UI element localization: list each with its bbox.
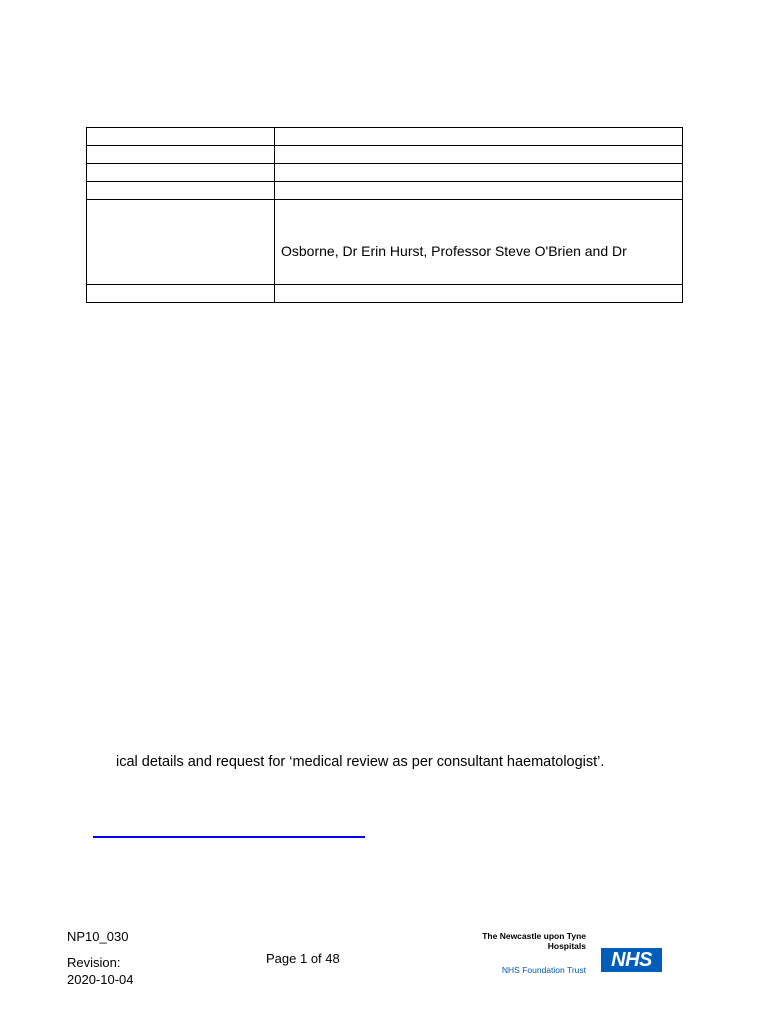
row-value <box>275 146 683 164</box>
revision-date: 2020-10-04 <box>67 972 134 987</box>
row-label <box>87 146 275 164</box>
page-number: Page 1 of 48 <box>266 951 340 966</box>
trust-name-line2: Hospitals <box>547 941 586 951</box>
table-row <box>87 164 683 182</box>
row-value <box>275 285 683 303</box>
trust-name-line1: The Newcastle upon Tyne <box>482 931 586 941</box>
table-row <box>87 285 683 303</box>
document-control-table <box>86 127 683 303</box>
row-label <box>87 285 275 303</box>
row-value <box>275 164 683 182</box>
body-text-line: ical details and request for ‘medical review as per consultant haematologist’. <box>116 754 605 770</box>
row-value <box>275 182 683 200</box>
trust-subtitle: NHS Foundation Trust <box>501 965 586 975</box>
row-label <box>87 128 275 146</box>
document-code: NP10_030 <box>67 929 129 944</box>
table-row <box>87 146 683 164</box>
table-row <box>87 182 683 200</box>
table-row <box>87 128 683 146</box>
nhs-logo: NHS <box>601 948 662 972</box>
authors-value: Osborne, Dr Erin Hurst, Professor Steve O'Brien and Dr <box>275 200 683 285</box>
row-value <box>275 128 683 146</box>
row-label <box>87 200 275 285</box>
hyperlink-underline[interactable] <box>93 836 365 838</box>
revision-label: Revision: <box>67 955 121 970</box>
trust-name <box>470 931 586 951</box>
row-label <box>87 182 275 200</box>
row-label <box>87 164 275 182</box>
table-row <box>87 200 683 285</box>
